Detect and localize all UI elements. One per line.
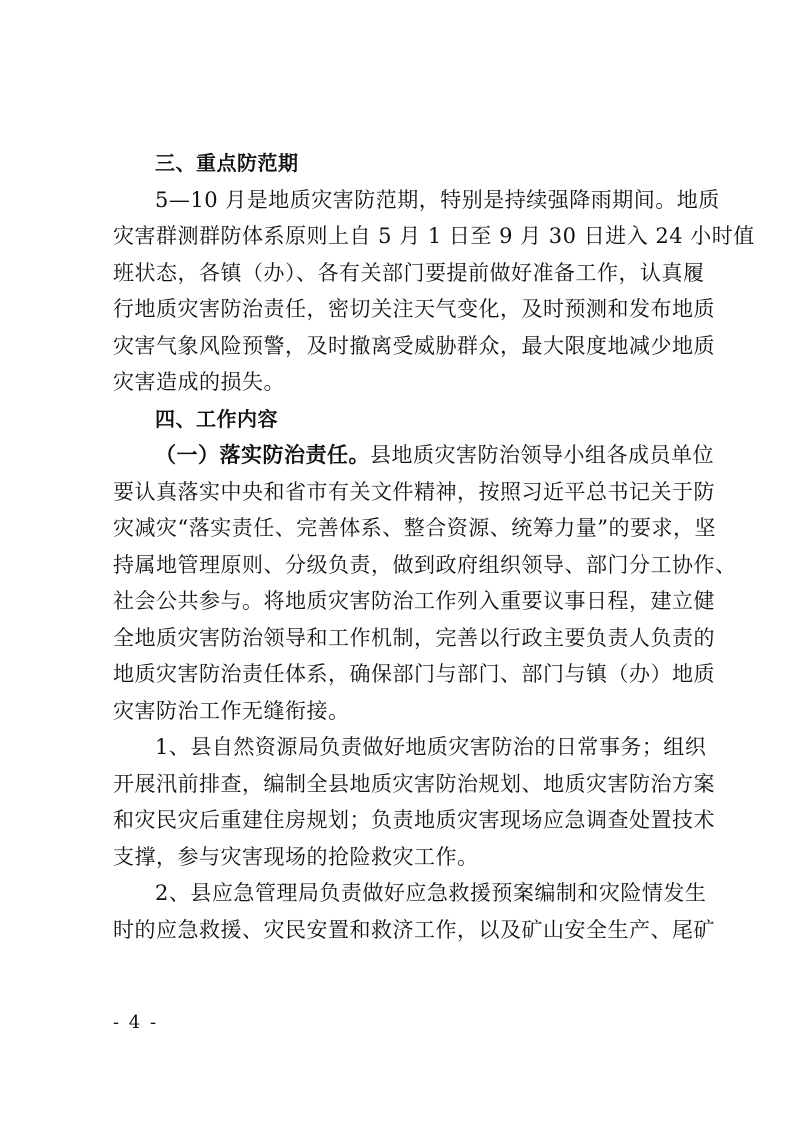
paragraph-line: 全地质灾害防治领导和工作机制，完善以行政主要负责人负责的 [113, 625, 715, 650]
paragraph-line: 1、县自然资源局负责做好地质灾害防治的日常事务；组织 [155, 735, 707, 759]
paragraph-line [113, 437, 714, 474]
document-body [113, 145, 755, 948]
paragraph-implement-responsibility [113, 437, 737, 729]
paragraph-line: 和灾民灾后重建住房规划；负责地质灾害现场应急调查处置技术 [113, 808, 715, 832]
page-number: - 4 - [113, 1012, 159, 1033]
paragraph-line: 灾害造成的损失。 [113, 370, 285, 394]
paragraph-line: 灾害防治工作无缝衔接。 [113, 698, 350, 723]
paragraph-line: 社会公共参与。将地质灾害防治工作列入重要议事日程，建立健 [113, 589, 715, 613]
paragraph-line: 2、县应急管理局负责做好应急救援预案编制和灾险情发生 [155, 881, 707, 905]
subsection-title: （一）落实防治责任。 [155, 443, 370, 467]
paragraph-line: 开展汛前排查，编制全县地质灾害防治规划、地质灾害防治方案 [113, 771, 715, 796]
paragraph-line: 要认真落实中央和省市有关文件精神，按照习近平总书记关于防 [113, 479, 715, 504]
paragraph-line: 支撑，参与灾害现场的抢险救灾工作。 [113, 844, 479, 869]
paragraph-text: 县地质灾害防治领导小组各成员单位 [370, 443, 714, 467]
paragraph-line: 灾减灾“落实责任、完善体系、整合资源、统筹力量”的要求，坚 [113, 516, 716, 540]
paragraph-line: 行地质灾害防治责任，密切关注天气变化，及时预测和发布地质 [113, 297, 715, 321]
paragraph-line: 时的应急救援、灾民安置和救济工作，以及矿山安全生产、尾矿 [113, 917, 715, 942]
paragraph-line: 灾害群测群防体系原则上自 5 月 1 日至 9 月 30 日进入 24 小时值 [113, 224, 755, 248]
paragraph-natural-resources-bureau [113, 729, 715, 875]
paragraph-line: 5—10 月是地质灾害防范期，特别是持续强降雨期间。地质 [155, 187, 720, 212]
paragraph-prevention-period [113, 182, 755, 401]
section-heading-key-prevention-period: 三、重点防范期 [155, 151, 299, 175]
paragraph-line: 灾害气象风险预警，及时撤离受威胁群众，最大限度地减少地质 [113, 333, 715, 358]
paragraph-line: 班状态，各镇（办）、各有关部门要提前做好准备工作，认真履 [113, 260, 705, 285]
paragraph-emergency-management-bureau [113, 875, 715, 948]
paragraph-line: 地质灾害防治责任体系，确保部门与部门、部门与镇（办）地质 [113, 662, 715, 686]
paragraph-line: 持属地管理原则、分级负责，做到政府组织领导、部门分工协作、 [113, 552, 737, 577]
section-heading-work-content: 四、工作内容 [155, 406, 278, 431]
